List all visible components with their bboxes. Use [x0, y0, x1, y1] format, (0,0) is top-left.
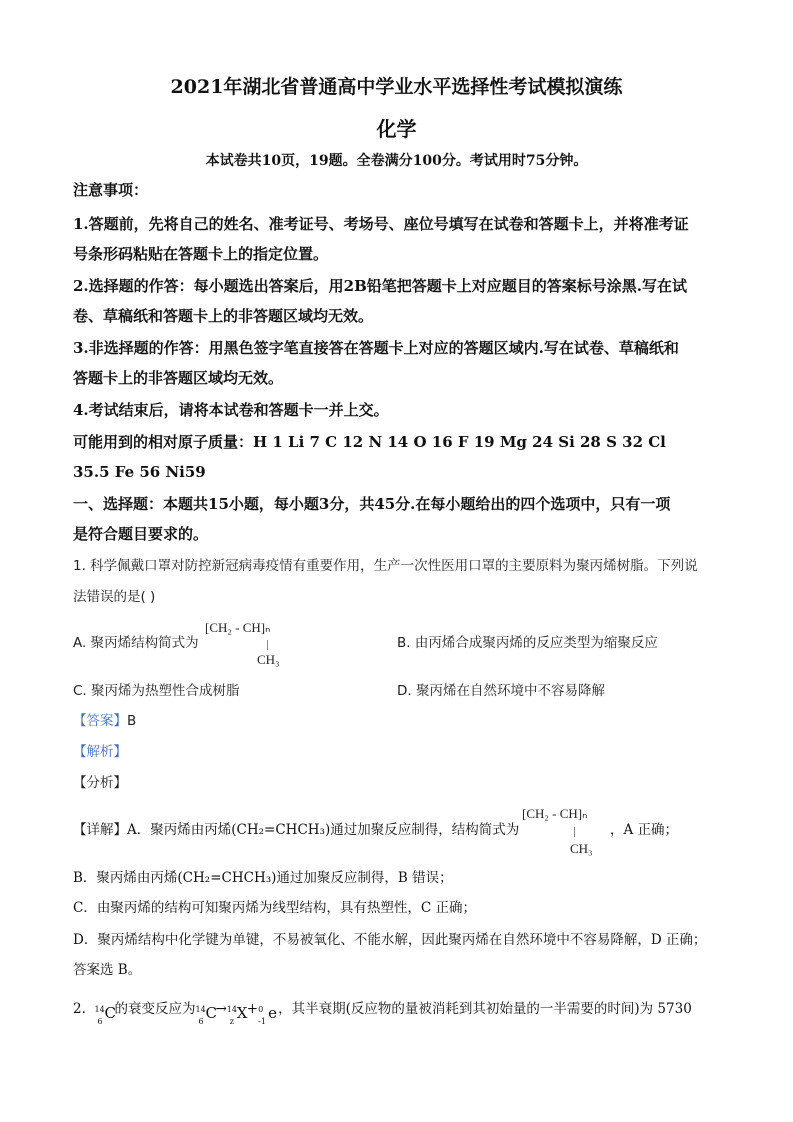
fenxi-label: 【分析】 — [73, 775, 127, 791]
nuclide-mass: 14 — [94, 1004, 105, 1014]
answer-label: 【答案】 — [73, 713, 127, 729]
detail-b: B．聚丙烯由丙烯(CH₂=CHCH₃)通过加聚反应制得，B 错误； — [73, 870, 453, 886]
detail-d: D．聚丙烯结构中化学键为单键，不易被氧化、不能水解，因此聚丙烯在自然环境中不容易降解，D 正确； — [73, 932, 707, 948]
q1-option-c: C. 聚丙烯为热塑性合成树脂 — [73, 683, 240, 699]
analysis-label: 【解析】 — [73, 744, 127, 760]
note-3-line-1: 3.非选择题的作答：用黑色签字笔直接答在答题卡上对应的答题区域内.写在试卷、草稿纸和 — [73, 339, 679, 357]
electron-nuclide — [258, 1000, 278, 1026]
answer-value: B — [127, 713, 137, 729]
structure-main-chain: [CH₂ - CH]ₙ — [205, 620, 271, 635]
note-1-line-2: 号条形码粘贴在答题卡上的指定位置。 — [73, 245, 329, 263]
nuclide-number: 6 — [97, 1016, 103, 1026]
structure-bond — [267, 640, 268, 650]
reaction-arrow: → — [215, 1001, 227, 1017]
structure-methyl: CH₃ — [257, 652, 280, 667]
nuclide-mass: 14 — [195, 1004, 206, 1014]
nuclide-mass: 0 — [258, 1004, 264, 1014]
nuclide-symbol: C — [205, 1003, 217, 1022]
note-3-line-2: 答题卡上的非答题区域均无效。 — [73, 369, 284, 387]
q2-number: 2. — [73, 1001, 86, 1017]
q2-text-2: ，其半衰期(反应物的量被消耗到其初始量的一半需要的时间)为 5730 — [278, 1001, 692, 1017]
note-2-line-1: 2.选择题的作答：每小题选出答案后，用2B铅笔把答题卡上对应题目的答案标号涂黑.写在试 — [73, 277, 688, 295]
q2-text-1: 的衰变反应为 — [114, 1001, 196, 1017]
section-1-line-2: 是符合题目要求的。 — [73, 525, 209, 543]
structure-methyl: CH₃ — [570, 841, 593, 856]
q1-option-d: D. 聚丙烯在自然环境中不容易降解 — [397, 683, 605, 699]
plus-sign: + — [246, 1001, 259, 1017]
structure-bond — [574, 827, 575, 837]
q1-stem-line-1: 1. 科学佩戴口罩对防控新冠病毒疫情有重要作用，生产一次性医用口罩的主要原料为聚丙烯树脂。下列说 — [73, 558, 698, 574]
notes-heading: 注意事项： — [73, 181, 149, 199]
polypropylene-structure-a — [205, 620, 315, 668]
q1-option-a: A. 聚丙烯结构简式为 — [73, 635, 199, 651]
nuclide-number: 6 — [198, 1016, 204, 1026]
conclusion: 答案选 B。 — [73, 962, 142, 978]
q1-option-b: B. 由丙烯合成聚丙烯的反应类型为缩聚反应 — [397, 635, 658, 651]
detail-a-text: 【详解】A．聚丙烯由丙烯(CH₂=CHCH₃)通过加聚反应制得，结构简式为 — [73, 822, 520, 838]
product-x-nuclide — [226, 1000, 248, 1026]
atomic-mass-line-1: 可能用到的相对原子质量：H 1 Li 7 C 12 N 14 O 16 F 19 Mg 24 Si 28 S 32 Cl — [73, 433, 666, 451]
carbon14-nuclide — [94, 1000, 116, 1026]
carbon14-nuclide-reactant — [195, 1000, 217, 1026]
nuclide-number: z — [229, 1016, 235, 1026]
note-4: 4.考试结束后，请将本试卷和答题卡一并上交。 — [73, 401, 389, 419]
nuclide-number: -1 — [258, 1016, 266, 1026]
detail-c: C．由聚丙烯的结构可知聚丙烯为线型结构，具有热塑性，C 正确； — [73, 900, 476, 916]
exam-info: 本试卷共10页，19题。全卷满分100分。考试用时75分钟。 — [205, 153, 588, 169]
structure-main-chain: [CH₂ - CH]ₙ — [522, 806, 588, 821]
nuclide-symbol: e — [268, 1003, 277, 1022]
exam-title: 2021年湖北省普通高中学业水平选择性考试模拟演练 — [170, 76, 623, 98]
atomic-mass-line-2: 35.5 Fe 56 Ni59 — [73, 463, 206, 481]
nuclide-symbol: X — [236, 1003, 248, 1022]
nuclide-mass: 14 — [226, 1004, 237, 1014]
note-2-line-2: 卷、草稿纸和答题卡上的非答题区域均无效。 — [73, 307, 374, 325]
answer-row — [73, 711, 136, 731]
subject-title: 化学 — [376, 117, 417, 141]
section-1-line-1: 一、选择题：本题共15小题，每小题3分，共45分.在每小题给出的四个选项中，只有一项 — [73, 495, 671, 513]
q2-stem-line-1 — [73, 997, 692, 1026]
q1-stem-line-2: 法错误的是( ) — [73, 589, 156, 605]
note-1-line-1: 1.答题前，先将自己的姓名、准考证号、考场号、座位号填写在试卷和答题卡上，并将准考证 — [73, 215, 689, 233]
nuclide-symbol: C — [104, 1003, 116, 1022]
detail-a-tail: ，A 正确； — [610, 822, 679, 838]
